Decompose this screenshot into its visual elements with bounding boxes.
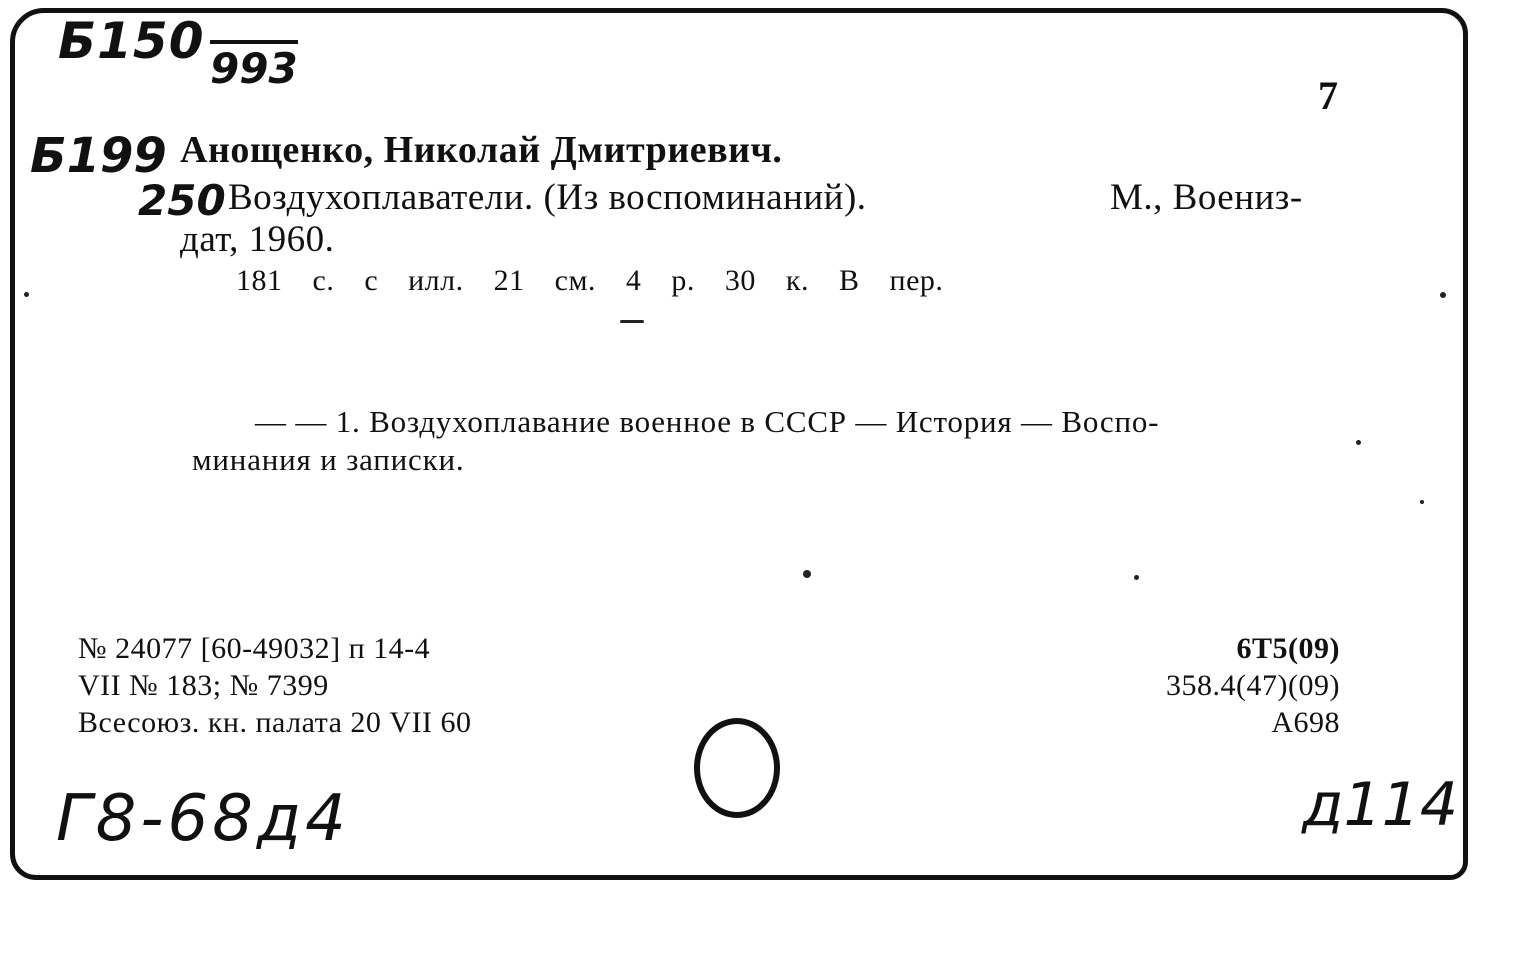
classification-line: А698 bbox=[1271, 706, 1340, 739]
classification-line: 358.4(47)(09) bbox=[1166, 669, 1340, 702]
imprint-place: М., Воениз- bbox=[1110, 177, 1303, 218]
card-number: 7 bbox=[1318, 73, 1338, 118]
handwritten-call-number: Б150 bbox=[58, 12, 205, 70]
punch-hole bbox=[694, 718, 780, 818]
scan-speck bbox=[1356, 440, 1361, 445]
scan-speck bbox=[803, 570, 811, 578]
handwritten-inventory-mark: Г8-68д4 bbox=[56, 782, 350, 856]
classification-line: 6Т5(09) bbox=[1236, 632, 1340, 665]
author-heading: Анощенко, Николай Дмитриевич. bbox=[180, 129, 783, 171]
handwritten-note: д114 bbox=[1302, 770, 1459, 840]
subject-heading: — — 1. Воздухоплавание военное в СССР — История — Воспо- bbox=[255, 404, 1160, 439]
scan-speck bbox=[1420, 500, 1424, 504]
registration-line: Всесоюз. кн. палата 20 VII 60 bbox=[78, 706, 472, 739]
imprint-publisher-year: дат, 1960. bbox=[180, 219, 335, 260]
handwritten-shelf-mark-sub: 250 bbox=[138, 176, 226, 225]
classification-block bbox=[1166, 630, 1340, 741]
scan-speck bbox=[620, 320, 644, 323]
handwritten-shelf-mark: Б199 bbox=[30, 128, 167, 184]
title: Воздухоплаватели. (Из воспоминаний). bbox=[228, 177, 867, 218]
collation: 181 с. с илл. 21 см. 4 р. 30 к. В пер. bbox=[236, 264, 944, 297]
registration-line: № 24077 [60-49032] п 14-4 bbox=[78, 632, 431, 665]
registration-block bbox=[78, 630, 472, 741]
scan-speck bbox=[1134, 575, 1139, 580]
scan-speck bbox=[1440, 292, 1446, 298]
scan-speck bbox=[24, 292, 29, 297]
subject-heading-cont: минания и записки. bbox=[192, 442, 465, 477]
registration-line: VII № 183; № 7399 bbox=[78, 669, 329, 702]
handwritten-call-number-sub: 993 bbox=[210, 40, 298, 93]
